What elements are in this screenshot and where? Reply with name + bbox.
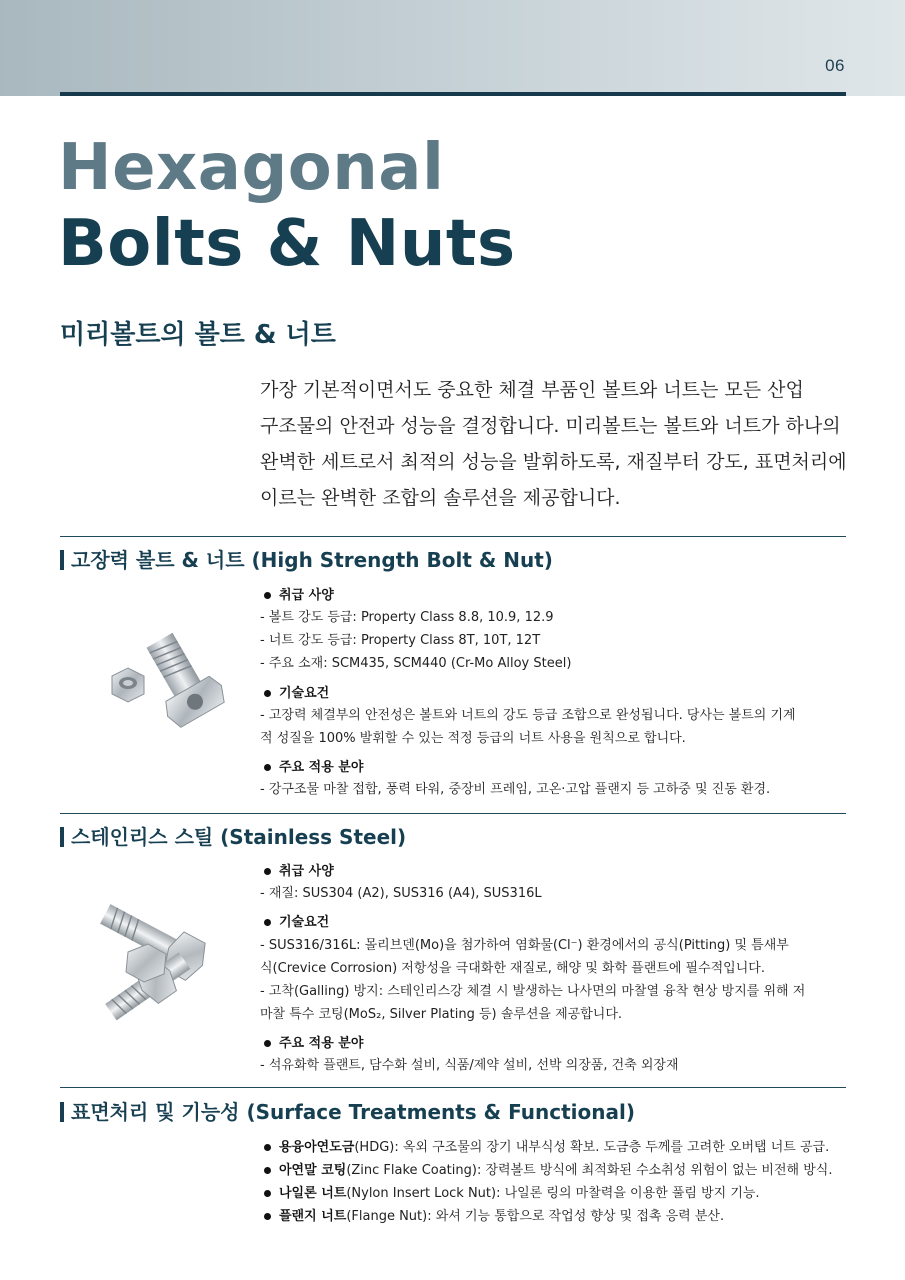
intro-line: 구조물의 안전과 성능을 결정합니다. 미리볼트는 볼트와 너트가 하나의: [260, 415, 841, 437]
bullet-dot: [264, 1167, 271, 1174]
treatment-item-nylon-nut: [262, 1182, 760, 1201]
treatment-term: 플랜지 너트: [279, 1209, 347, 1224]
bullet-dot: [264, 1040, 271, 1047]
intro-paragraph: [260, 372, 850, 516]
treatment-desc: (Nylon Insert Lock Nut): 나일론 링의 마찰력을 이용한 풀림 방지 기능.: [346, 1186, 760, 1201]
bullet-heading-text: 주요 적용 분야: [279, 1036, 364, 1051]
title-line-2: Bolts & Nuts: [58, 207, 516, 281]
high-strength-bolt-nut-image: [98, 626, 238, 736]
bullet-dot: [264, 1144, 271, 1151]
title-line-1: Hexagonal: [58, 131, 445, 205]
bullet-heading-text: 취급 사양: [279, 864, 334, 879]
header-band: [0, 0, 905, 96]
bullet-heading: [262, 682, 329, 701]
section-heading-high-strength: [60, 544, 553, 573]
heading-bar: [60, 827, 64, 847]
stainless-bolts-image: [88, 890, 218, 1030]
treatment-desc: (HDG): 옥외 구조물의 장기 내부식성 확보. 도금층 두께를 고려한 오버탭 너트 공급.: [354, 1140, 830, 1155]
header-rule: [60, 92, 846, 96]
treatment-item-zinc-flake: [262, 1159, 832, 1178]
bullet-dot: [264, 690, 271, 697]
heading-text: 고장력 볼트 & 너트 (High Strength Bolt & Nut): [71, 548, 553, 572]
subtitle: 미리볼트의 볼트 & 너트: [60, 320, 336, 350]
section-divider: [60, 1087, 846, 1088]
section-heading-surface-treatments: [60, 1096, 635, 1125]
bullet-dot: [264, 1190, 271, 1197]
bullet-dot: [264, 592, 271, 599]
treatment-desc: (Zinc Flake Coating): 장력볼트 방식에 최적화된 수소취성 위험이 없는 비전해 방식.: [346, 1163, 833, 1178]
section-divider: [60, 536, 846, 537]
bullet-heading: [262, 860, 334, 879]
application-line: - 강구조물 마찰 접합, 풍력 타워, 중장비 프레임, 고온·고압 플랜지 등 고하중 및 진동 환경.: [260, 782, 771, 797]
page-title: [58, 130, 516, 282]
heading-text: 스테인리스 스틸 (Stainless Steel): [71, 825, 407, 849]
spec-line: - 너트 강도 등급: Property Class 8T, 10T, 12T: [260, 633, 541, 648]
bullet-heading: [262, 911, 329, 930]
requirement-line: 적 성질을 100% 발휘할 수 있는 적정 등급의 너트 사용을 원칙으로 합니다.: [260, 731, 686, 746]
bullet-dot: [264, 868, 271, 875]
spec-line: - 재질: SUS304 (A2), SUS316 (A4), SUS316L: [260, 886, 542, 901]
bullet-dot: [264, 1213, 271, 1220]
requirement-line: - SUS316/316L: 몰리브덴(Mo)을 첨가하여 염화물(Cl⁻) 환경에서의 공식(Pitting) 및 틈새부: [260, 938, 789, 953]
bullet-heading-text: 취급 사양: [279, 588, 334, 603]
section-heading-stainless: [60, 821, 406, 850]
page-number: 06: [825, 56, 845, 75]
requirement-line: 식(Crevice Corrosion) 저항성을 극대화한 재질로, 해양 및 화학 플랜트에 필수적입니다.: [260, 961, 765, 976]
bullet-heading: [262, 756, 363, 775]
intro-line: 가장 기본적이면서도 중요한 체결 부품인 볼트와 너트는 모든 산업: [260, 379, 804, 401]
heading-bar: [60, 550, 64, 570]
heading-bar: [60, 1102, 64, 1122]
application-line: - 석유화학 플랜트, 담수화 설비, 식품/제약 설비, 선박 의장품, 건축 외장재: [260, 1058, 679, 1073]
treatment-item-hdg: [262, 1136, 829, 1155]
treatment-desc: (Flange Nut): 와셔 기능 통합으로 작업성 향상 및 접촉 응력 분산.: [346, 1209, 725, 1224]
heading-text: 표면처리 및 기능성 (Surface Treatments & Functional): [71, 1100, 635, 1124]
treatment-term: 용융아연도금: [279, 1140, 355, 1155]
bullet-dot: [264, 764, 271, 771]
bullet-heading: [262, 1032, 363, 1051]
spec-line: - 볼트 강도 등급: Property Class 8.8, 10.9, 12.9: [260, 610, 554, 625]
requirement-line: - 고장력 체결부의 안전성은 볼트와 너트의 강도 등급 조합으로 완성됩니다. 당사는 볼트의 기계: [260, 708, 796, 723]
treatment-term: 나일론 너트: [279, 1186, 347, 1201]
spec-line: - 주요 소재: SCM435, SCM440 (Cr-Mo Alloy Steel): [260, 656, 572, 671]
bullet-heading: [262, 584, 334, 603]
requirement-line: 마찰 특수 코팅(MoS₂, Silver Plating 등) 솔루션을 제공합니다.: [260, 1007, 623, 1022]
intro-line: 완벽한 세트로서 최적의 성능을 발휘하도록, 재질부터 강도, 표면처리에: [260, 451, 847, 473]
bullet-heading-text: 기술요건: [279, 915, 330, 930]
bullet-heading-text: 기술요건: [279, 686, 330, 701]
treatment-term: 아연말 코팅: [279, 1163, 347, 1178]
bullet-dot: [264, 919, 271, 926]
bullet-heading-text: 주요 적용 분야: [279, 760, 364, 775]
treatment-item-flange-nut: [262, 1205, 724, 1224]
section-divider: [60, 813, 846, 814]
requirement-line: - 고착(Galling) 방지: 스테인리스강 체결 시 발생하는 나사면의 마찰열 융착 현상 방지를 위해 저: [260, 984, 806, 999]
intro-line: 이르는 완벽한 조합의 솔루션을 제공합니다.: [260, 487, 621, 509]
